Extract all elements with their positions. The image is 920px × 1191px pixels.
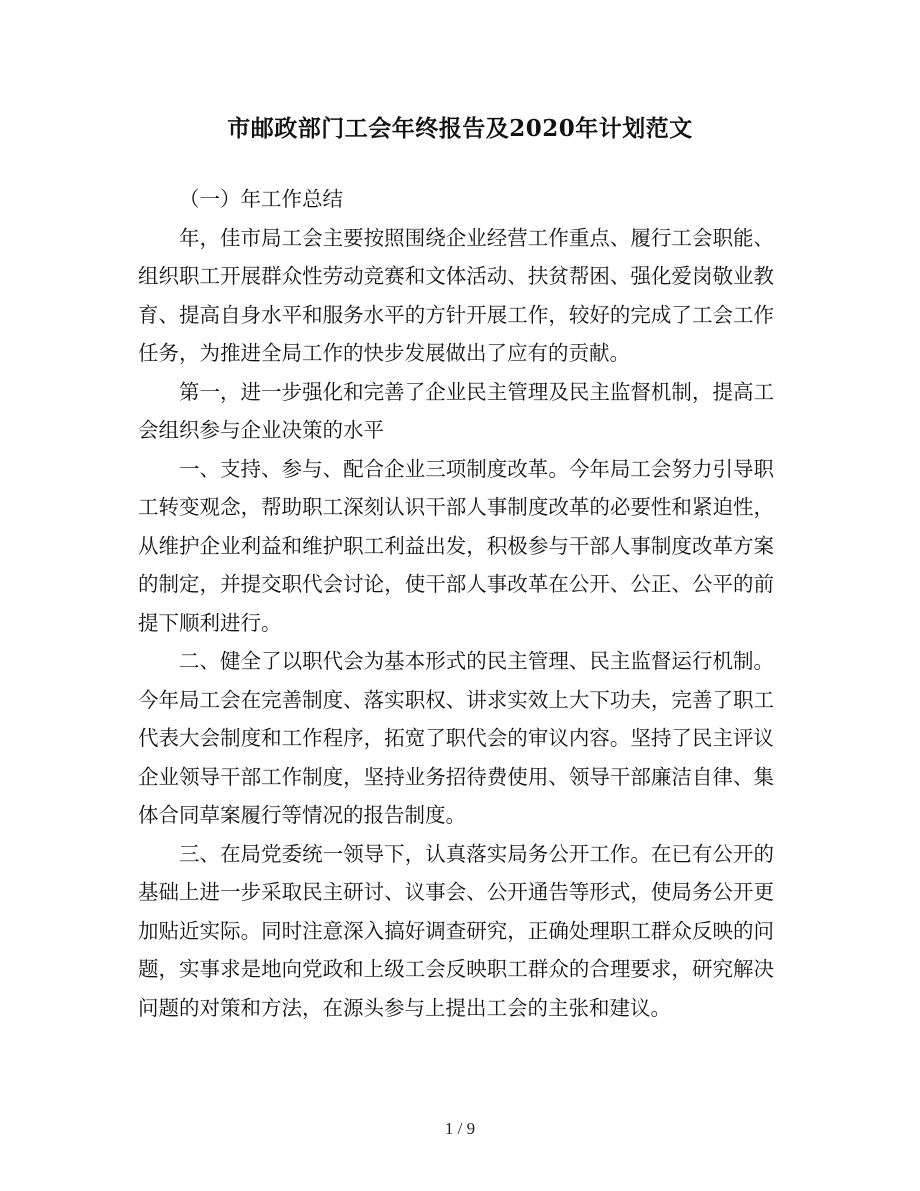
page-number: 1 / 9 xyxy=(444,1119,476,1138)
paragraph-intro: 年，佳市局工会主要按照围绕企业经营工作重点、履行工会职能、组织职工开展群众性劳动竞赛和文体活动、扶贫帮困、强化爱岗敬业教育、提高自身水平和服务水平的方针开展工作，较好的完成了工会工作任务，为推进全局工作的快步发展做出了应有的贡献。 xyxy=(138,225,774,365)
paragraph-item-one: 一、支持、参与、配合企业三项制度改革。今年局工会努力引导职工转变观念，帮助职工深刻认识干部人事制度改革的必要性和紧迫性，从维护企业利益和维护职工利益出发，积极参与干部人事制度改革方案的制定，并提交职代会讨论，使干部人事改革在公开、公正、公平的前提下顺利进行。 xyxy=(138,456,774,635)
section-heading: （一）年工作总结 xyxy=(179,187,343,211)
paragraph-item-three: 三、在局党委统一领导下，认真落实局务公开工作。在已有公开的基础上进一步采取民主研讨、议事会、公开通告等形式，使局务公开更加贴近实际。同时注意深入搞好调查研究，正确处理职工群众反映的问题，实事求是地向党政和上级工会反映职工群众的合理要求，研究解决问题的对策和方法，在源头参与上提出工会的主张和建议。 xyxy=(138,841,774,1020)
document-body xyxy=(138,180,774,1027)
document-title: 市邮政部门工会年终报告及2020年计划范文 xyxy=(227,115,693,142)
paragraph-first-point: 第一，进一步强化和完善了企业民主管理及民主监督机制，提高工会组织参与企业决策的水平 xyxy=(138,379,774,442)
paragraph-item-two: 二、健全了以职代会为基本形式的民主管理、民主监督运行机制。今年局工会在完善制度、落实职权、讲求实效上大下功夫，完善了职工代表大会制度和工作程序，拓宽了职代会的审议内容。坚持了民主评议企业领导干部工作制度，坚持业务招待费使用、领导干部廉洁自律、集体合同草案履行等情况的报告制度。 xyxy=(138,649,774,827)
